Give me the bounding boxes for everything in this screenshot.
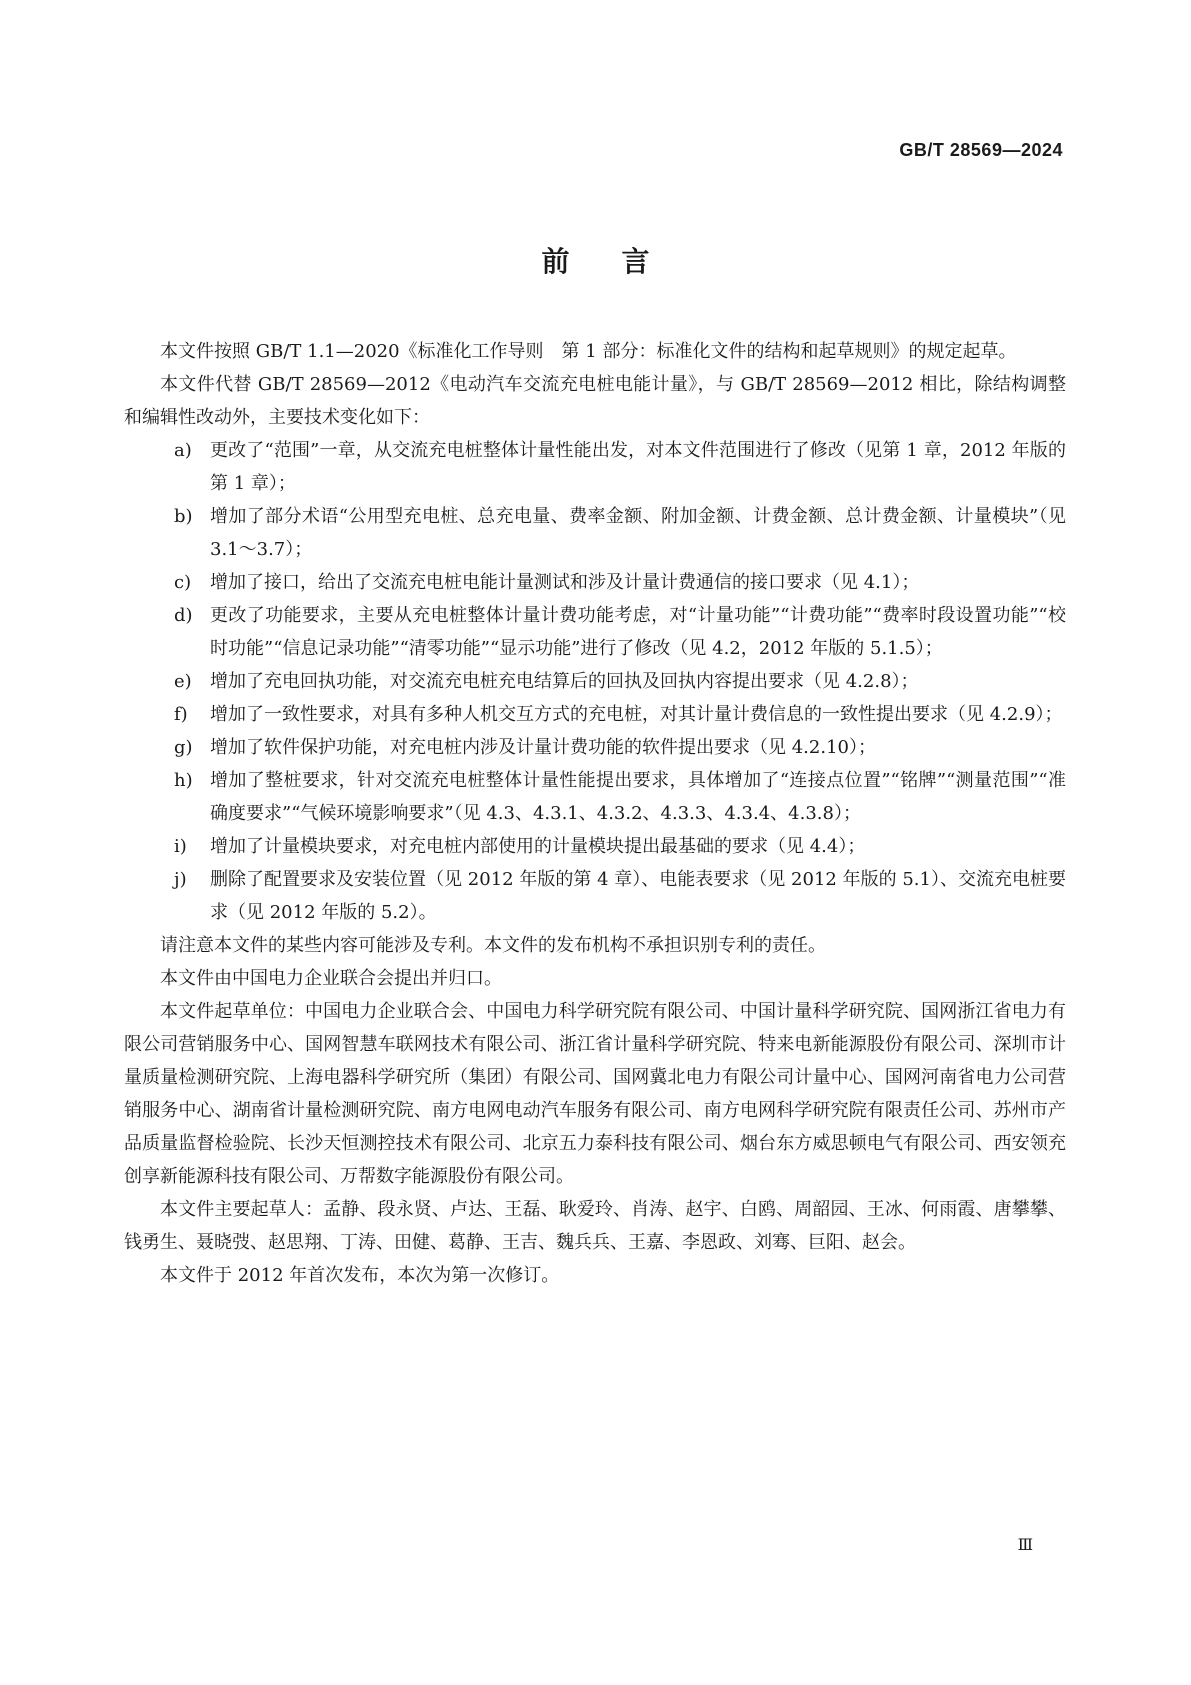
list-marker: h) [174,770,193,791]
list-item-text: 更改了“范围”一章，从交流充电桩整体计量性能出发，对本文件范围进行了修改（见第 1 章，2012 年版的第 1 章）； [210,440,1066,494]
paragraph-patent-notice: 请注意本文件的某些内容可能涉及专利。本文件的发布机构不承担识别专利的责任。 [160,935,826,956]
list-item [174,566,1066,599]
list-marker: d) [174,605,193,626]
list-item-text: 增加了接口，给出了交流充电桩电能计量测试和涉及计量计费通信的接口要求（见 4.1）； [210,572,920,593]
list-marker: e) [174,671,192,692]
list-marker: a) [174,440,192,461]
list-item [174,665,1066,698]
paragraph-proposer: 本文件由中国电力企业联合会提出并归口。 [160,968,502,989]
list-item [174,863,1066,929]
list-item-text: 增加了整桩要求，针对交流充电桩整体计量性能提出要求，具体增加了“连接点位置”“铭牌”“测量范围”“准确度要求”“气候环境影响要求”（见 4.3、4.3.1、4.3.2、4.3.3、4.3.4、4.3.8）； [210,770,1066,824]
list-item [174,698,1066,731]
list-marker: i) [174,836,187,857]
list-item [174,599,1066,665]
paragraph-replacement: 本文件代替 GB/T 28569—2012《电动汽车交流充电桩电能计量》，与 GB/T 28569—2012 相比，除结构调整和编辑性改动外，主要技术变化如下： [124,374,1066,428]
list-marker: b) [174,506,193,527]
list-marker: f) [174,704,188,725]
list-item [174,434,1066,500]
paragraph-publication-history: 本文件于 2012 年首次发布，本次为第一次修订。 [160,1265,560,1286]
list-item [174,500,1066,566]
document-body [124,335,1066,1292]
list-item-text: 增加了计量模块要求，对充电桩内部使用的计量模块提出最基础的要求（见 4.4）； [210,836,866,857]
page-number: Ⅲ [1017,1535,1033,1554]
list-item-text: 增加了一致性要求，对具有多种人机交互方式的充电桩，对其计量计费信息的一致性提出要求（见 4.2.9）； [210,704,1063,725]
paragraph-drafters: 本文件主要起草人：孟静、段永贤、卢达、王磊、耿爱玲、肖涛、赵宇、白鸥、周韶园、王冰、何雨霞、唐攀攀、钱勇生、聂晓弢、赵思翔、丁涛、田健、葛静、王吉、魏兵兵、王嘉、李恩政、刘骞、巨阳、赵会。 [124,1199,1066,1253]
list-marker: j) [174,869,187,890]
list-item-text: 增加了部分术语“公用型充电桩、总充电量、费率金额、附加金额、计费金额、总计费金额、计量模块”（见 3.1～3.7）； [210,506,1066,560]
list-item-text: 删除了配置要求及安装位置（见 2012 年版的第 4 章）、电能表要求（见 2012 年版的 5.1）、交流充电桩要求（见 2012 年版的 5.2）。 [210,869,1066,923]
list-item-text: 更改了功能要求，主要从充电桩整体计量计费功能考虑，对“计量功能”“计费功能”“费率时段设置功能”“校时功能”“信息记录功能”“清零功能”“显示功能”进行了修改（见 4.2，2012 年版的 5.1.5）； [210,605,1066,659]
list-item-text: 增加了软件保护功能，对充电桩内涉及计量计费功能的软件提出要求（见 4.2.10）； [210,737,876,758]
standard-number: GB/T 28569—2024 [899,140,1063,160]
changes-list [124,434,1066,929]
list-item [174,764,1066,830]
list-item-text: 增加了充电回执功能，对交流充电桩充电结算后的回执及回执内容提出要求（见 4.2.8）； [210,671,919,692]
list-marker: g) [174,737,193,758]
paragraph-drafting-basis: 本文件按照 GB/T 1.1—2020《标准化工作导则 第 1 部分：标准化文件的结构和起草规则》的规定起草。 [160,341,1017,362]
paragraph-drafting-units: 本文件起草单位：中国电力企业联合会、中国电力科学研究院有限公司、中国计量科学研究院、国网浙江省电力有限公司营销服务中心、国网智慧车联网技术有限公司、浙江省计量科学研究院、特来电新能源股份有限公司、深圳市计量质量检测研究院、上海电器科学研究所（集团）有限公司、国网冀北电力有限公司计量中心、国网河南省电力公司营销服务中心、湖南省计量检测研究院、南方电网电动汽车服务有限公司、南方电网科学研究院有限责任公司、苏州市产品质量监督检验院、长沙天恒测控技术有限公司、北京五力泰科技有限公司、烟台东方威思顿电气有限公司、西安领充创享新能源科技有限公司、万帮数字能源股份有限公司。 [124,1001,1066,1187]
list-marker: c) [174,572,192,593]
list-item [174,731,1066,764]
list-item [174,830,1066,863]
page-title: 前言 [541,245,702,278]
